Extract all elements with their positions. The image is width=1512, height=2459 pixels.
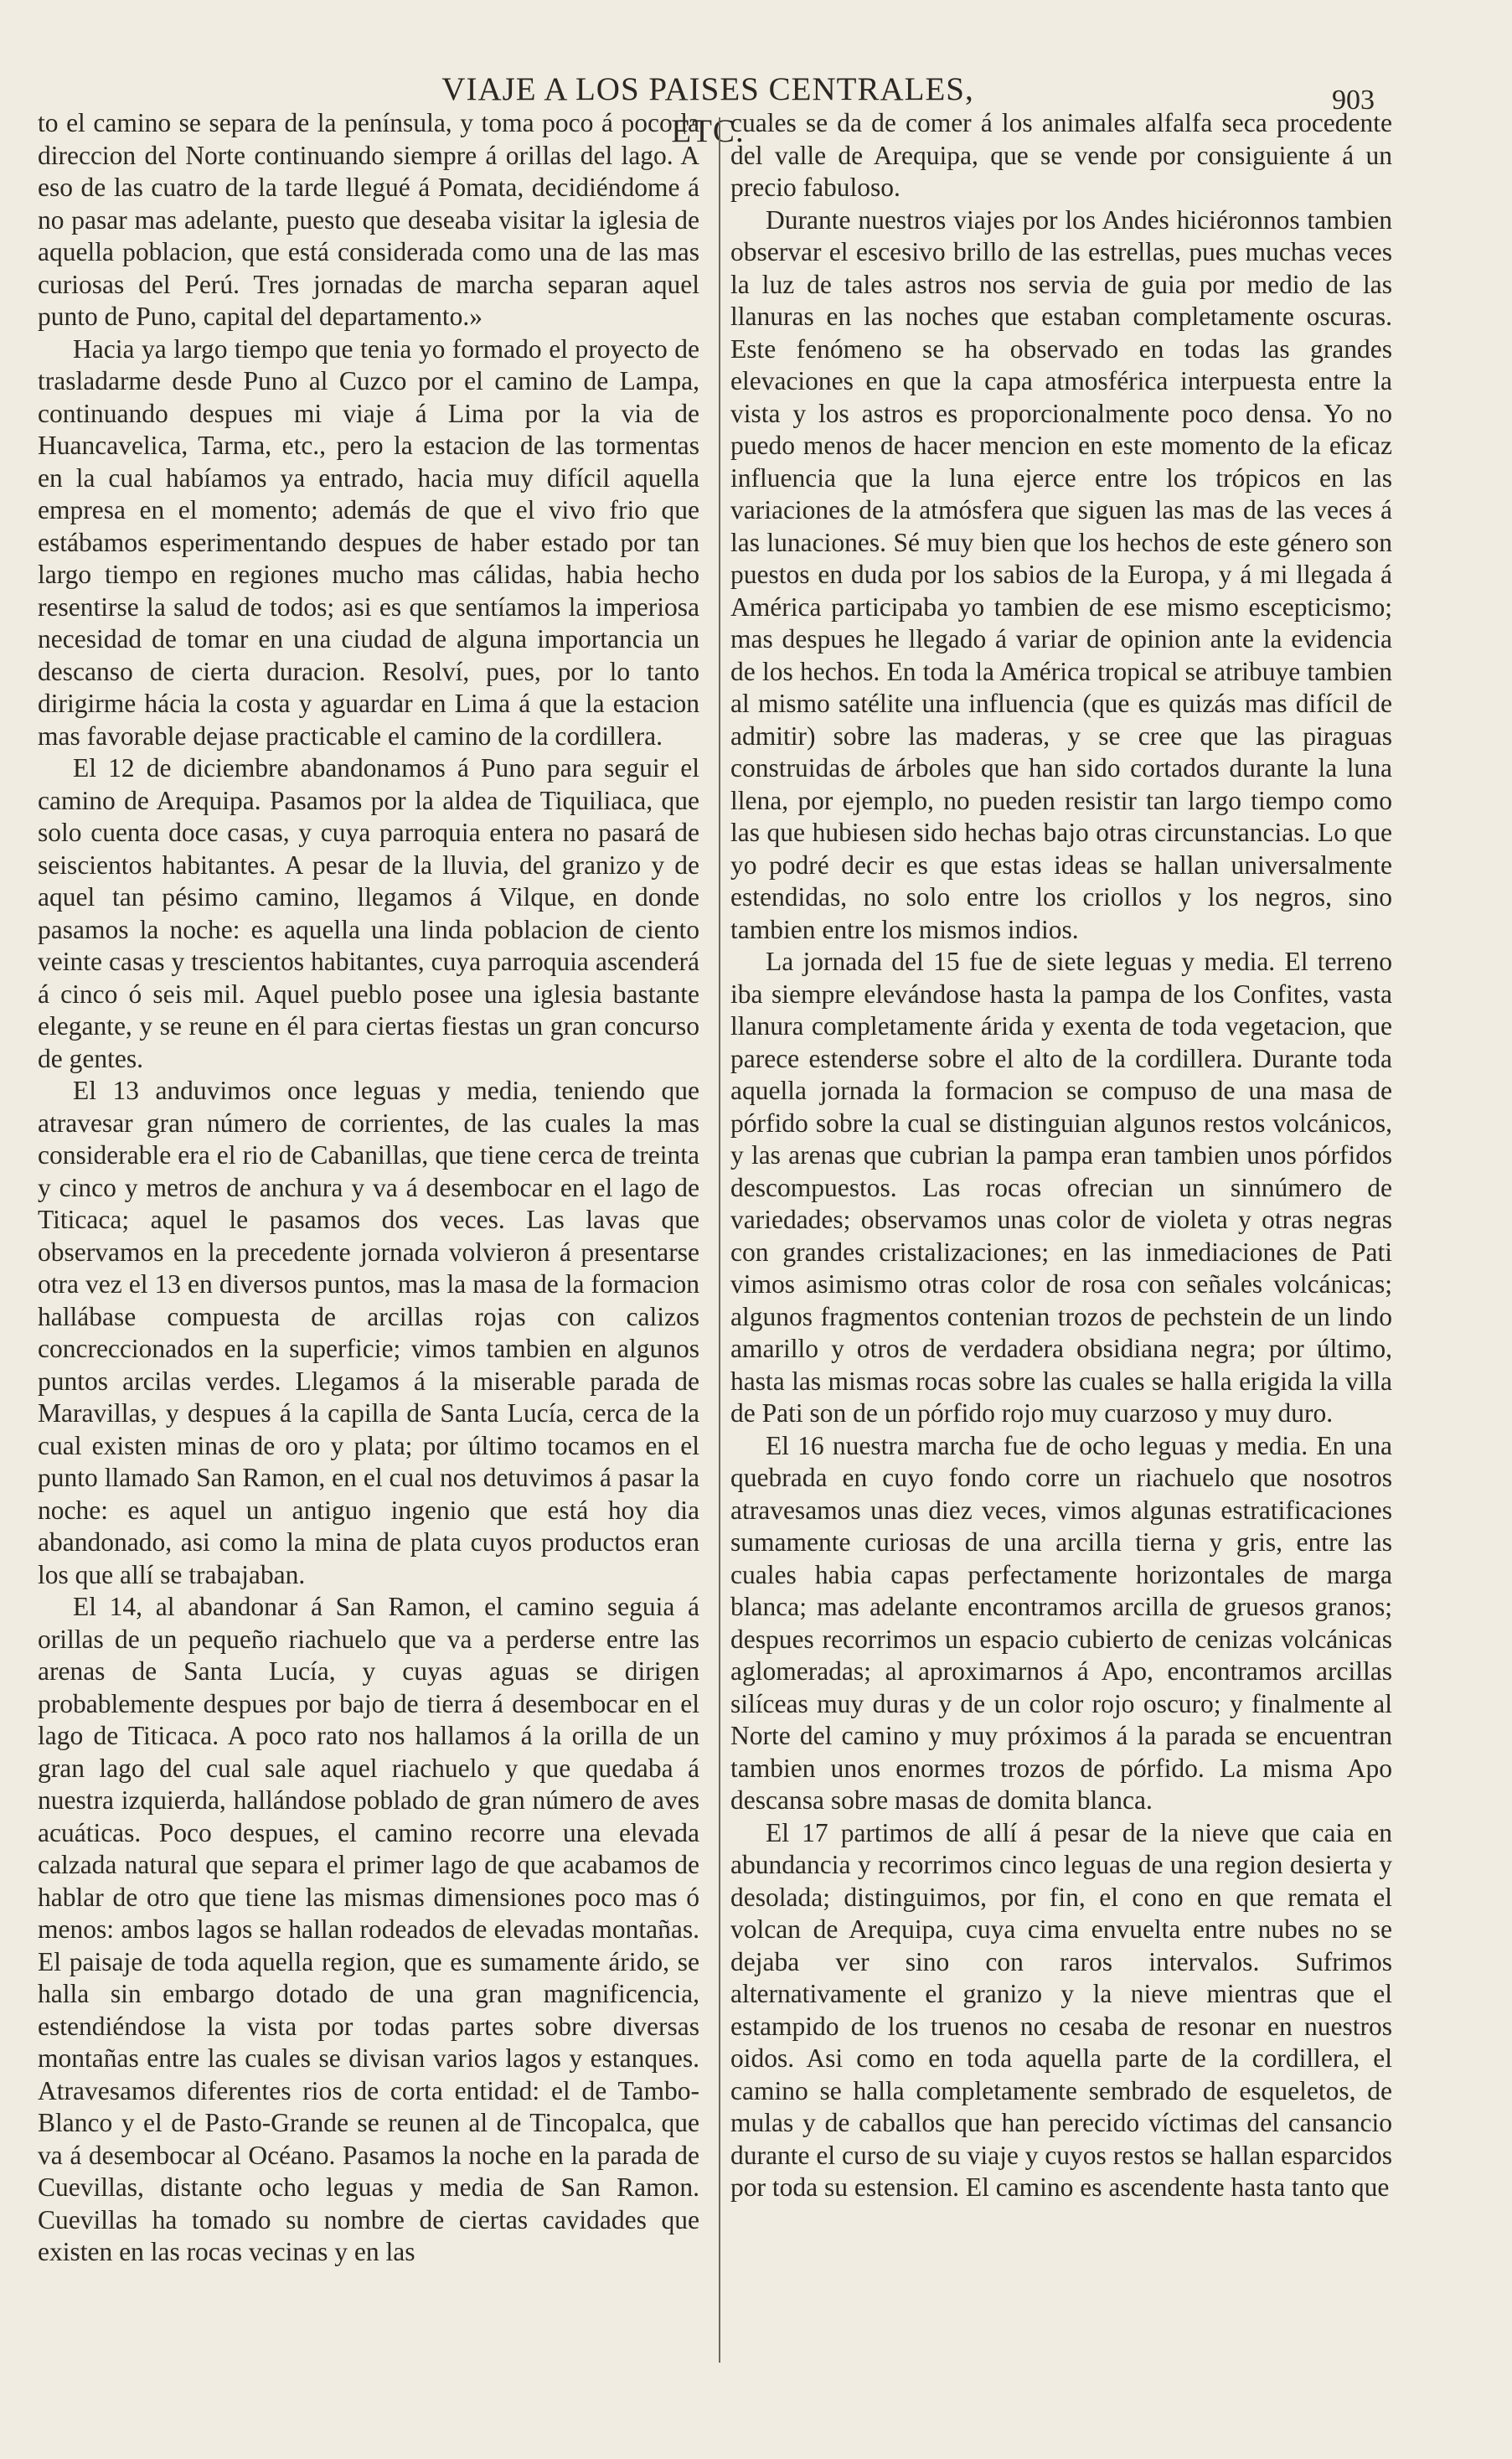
paragraph: El 13 anduvimos once leguas y media, teniendo que atravesar gran número de corrientes, de las cuales la mas considerable era el rio de Cabanillas, que tiene cerca de treinta y cinco y metros de anchura y va á desembocar en el lago de Titicaca; aquel le pasamos dos veces. Las lavas que observamos en la precedente jornada volvieron á presentarse otra vez el 13 en diversos puntos, mas la masa de la formacion hallábase compuesta de arcillas rojas con calizos concreccionados en la superficie; vimos tambien en algunos puntos arcilas verdes. Llegamos á la miserable parada de Maravillas, y despues á la capilla de Santa Lucía, cerca de la cual existen minas de oro y plata; por último tocamos en el punto llamado San Ramon, en el cual nos detuvimos á pasar la noche: es aquel un antiguo ingenio que está hoy dia abandonado, asi como la mina de plata cuyos productos eran los que allí se trabajaban. [38, 1076, 699, 1589]
paragraph: El 12 de diciembre abandonamos á Puno para seguir el camino de Arequipa. Pasamos por la aldea de Tiquiliaca, que solo cuenta doce casas, y cuya parroquia entera no pasará de seiscientos habitantes. A pesar de la lluvia, del granizo y de aquel tan pésimo camino, llegamos á Vilque, en donde pasamos la noche: es aquella una linda poblacion de ciento veinte casas y trescientos habitantes, cuya parroquia ascenderá á cinco ó seis mil. Aquel pueblo posee una iglesia bastante elegante, y se reune en él para ciertas fiestas un gran concurso de gentes. [38, 753, 699, 1073]
left-column [38, 107, 699, 2369]
paragraph: El 14, al abandonar á San Ramon, el camino seguia á orillas de un pequeño riachuelo que va a perderse entre las arenas de Santa Lucía, y cuyas aguas se dirigen probablemente despues por bajo de tierra á desembocar en el lago de Titicaca. A poco rato nos hallamos á la orilla de un gran lago del cual sale aquel riachuelo y que quedaba á nuestra izquierda, hallándose poblado de gran número de aves acuáticas. Poco despues, el camino recorre una elevada calzada natural que separa el primer lago de que acabamos de hablar de otro que tiene las mismas dimensiones poco mas ó menos: ambos lagos se hallan rodeados de elevadas montañas. El paisaje de toda aquella region, que es sumamente árido, se halla sin embargo dotado de una gran magnificencia, estendiéndose la vista por todas partes sobre diversas montañas entre las cuales se divisan varios lagos y estanques. Atravesamos diferentes rios de corta entidad: el de Tambo-Blanco y el de Pasto-Grande se reunen al de Tincopalca, que va á desembocar al Océano. Pasamos la noche en la parada de Cuevillas, distante ocho leguas y media de San Ramon. Cuevillas ha tomado su nombre de ciertas cavidades que existen en las rocas vecinas y en las [38, 1592, 699, 2266]
paragraph: to el camino se separa de la península, y toma poco á poco la direccion del Norte continuando siempre á orillas del lago. A eso de las cuatro de la tarde llegué á Pomata, decidiéndome á no pasar mas adelante, puesto que deseaba visitar la iglesia de aquella poblacion, que está considerada como una de las mas curiosas del Perú. Tres jornadas de marcha separan aquel punto de Puno, capital del departamento.» [38, 108, 699, 331]
paragraph: El 17 partimos de allí á pesar de la nieve que caia en abundancia y recorrimos cinco leguas de una region desierta y desolada; distinguimos, por fin, el cono en que remata el volcan de Arequipa, cuya cima envuelta entre nubes no se dejaba ver sino con raros intervalos. Sufrimos alternativamente el granizo y la nieve mientras que el estampido de los truenos no cesaba de resonar en nuestros oidos. Asi como en toda aquella parte de la cordillera, el camino se halla completamente sembrado de esqueletos, de mulas y de caballos que han perecido víctimas del cansancio durante el curso de su viaje y cuyos restos se hallan esparcidos por toda su estension. El camino es ascendente hasta tanto que [730, 1817, 1392, 2202]
running-title: VIAJE A LOS PAISES CENTRALES, ETC. [441, 71, 974, 149]
paragraph: cuales se da de comer á los animales alfalfa seca procedente del valle de Arequipa, que se vende por consiguiente á un precio fabuloso. [730, 108, 1392, 202]
paragraph: Hacia ya largo tiempo que tenia yo formado el proyecto de trasladarme desde Puno al Cuzco por el camino de Lampa, continuando despues mi viaje á Lima por la via de Huancavelica, Tarma, etc., pero la estacion de las tormentas en la cual habíamos ya entrado, hacia muy difícil aquella empresa en el momento; además de que el vivo frio que estábamos esperimentando despues de haber estado por tan largo tiempo en regiones mucho mas cálidas, habia hecho resentirse la salud de todos; asi es que sentíamos la imperiosa necesidad de tomar en una ciudad de alguna importancia un descanso de cierta duracion. Resolví, pues, por lo tanto dirigirme hácia la costa y aguardar en Lima á que la estacion mas favorable dejase practicable el camino de la cordillera. [38, 333, 699, 751]
right-column [730, 107, 1392, 2369]
paragraph: Durante nuestros viajes por los Andes hiciéronnos tambien observar el escesivo brillo de las estrellas, pues muchas veces la luz de tales astros nos servia de guia por medio de las llanuras en las noches que estaban completamente oscuras. Este fenómeno se ha observado en todas las grandes elevaciones en que la capa atmosférica interpuesta entre la vista y los astros es proporcionalmente poco densa. Yo no puedo menos de hacer mencion en este momento de la eficaz influencia que la luna ejerce entre los trópicos en las variaciones de la atmósfera que siguen las mas de las veces á las lunaciones. Sé muy bien que los hechos de este género son puestos en duda por los sabios de la Europa, y á mi llegada á América participaba yo tambien de ese mismo escepticismo; mas despues he llegado á variar de opinion ante la evidencia de los hechos. En toda la América tropical se atribuye tambien al mismo satélite una influencia (que es quizás mas difícil de admitir) sobre las maderas, y se cree que las piraguas construidas de árboles que han sido cortados durante la luna llena, por ejemplo, no pueden resistir tan largo tiempo como las que hubiesen sido hechas bajo otras circunstancias. Lo que yo podré decir es que estas ideas se hallan universalmente estendidas, no solo entre los criollos y los negros, sino tambien entre los mismos indios. [730, 204, 1392, 944]
paragraph: La jornada del 15 fue de siete leguas y media. El terreno iba siempre elevándose hasta la pampa de los Confites, vasta llanura completamente árida y exenta de toda vegetacion, que parece estenderse sobre el alto de la cordillera. Durante toda aquella jornada la formacion se compuso de una masa de pórfido sobre la cual se distinguian algunos restos volcánicos, y las arenas que cubrian la pampa eran tambien unos pórfidos descompuestos. Las rocas ofrecian un sinnúmero de variedades; observamos unas color de violeta y otras negras con grandes cristalizaciones; en las inmediaciones de Pati vimos asimismo otras color de rosa con señales volcánicas; algunos fragmentos contenian trozos de pechstein de un lindo amarillo y otros de verdadera obsidiana negra; por último, hasta las mismas rocas sobre las cuales se halla erigida la villa de Pati son de un pórfido rojo muy cuarzoso y muy duro. [730, 947, 1392, 1428]
page-number: 903 [1332, 85, 1375, 116]
page-header [0, 69, 1512, 149]
paragraph: El 16 nuestra marcha fue de ocho leguas y media. En una quebrada en cuyo fondo corre un riachuelo que nosotros atravesamos unas diez veces, vimos algunas estratificaciones sumamente curiosas de una arcilla tierna y gris, entre las cuales habia capas perfectamente horizontales de marga blanca; mas adelante encontramos arcilla de gruesos granos; despues recorrimos un espacio cubierto de cenizas volcánicas aglomeradas; al aproximarnos á Apo, encontramos arcillas silíceas muy duras y de un color rojo oscuro; y finalmente al Norte del camino y muy próximos á la parada se encuentran tambien unos enormes trozos de pórfido. La misma Apo descansa sobre masas de domita blanca. [730, 1430, 1392, 1815]
column-divider [719, 117, 720, 2363]
